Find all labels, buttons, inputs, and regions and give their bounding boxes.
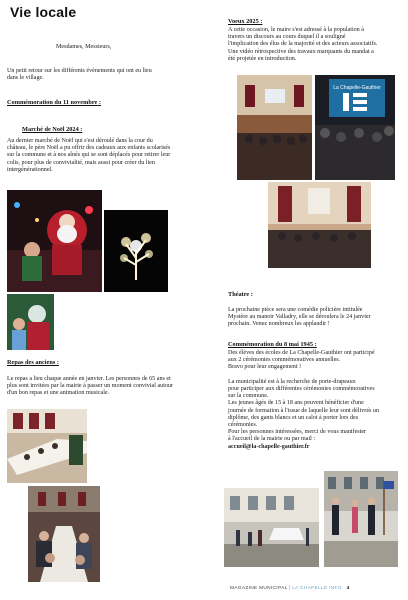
christmas-market-paragraph [7,138,202,174]
may-line: diplôme, des gants blancs et un calot à porter lors des [228,414,359,421]
theatre-paragraph [228,307,398,329]
video-screen-photo [315,75,395,180]
santa-photo [7,190,102,292]
contact-email-link[interactable]: accueil@la-chapelle-gauthier.fr [228,443,310,450]
may-line: La municipalité est à la recherche de porte-drapeaux [228,378,356,385]
screen-logo-text: La Chapelle-Gauthier [333,85,381,91]
christmas-market-heading: Marché de Noël 2024 : [22,126,83,133]
may-line: Des élèves des écoles de La Chapelle-Gauthier ont participé [228,350,375,356]
may-line-spacer [228,372,398,379]
new-year-wishes-paragraph [228,27,398,63]
may-line: à l'accueil de la mairie ou par mail : [228,436,316,443]
children-santa-photo [7,294,54,350]
illuminated-tree-photo [104,210,168,292]
wishes-line: été projetée en introduction. [228,55,297,62]
commemoration-may-heading: Commémoration du 8 mai 1945 : [228,341,317,348]
may-line: Les jeunes âgés de 15 à 18 ans peuvent bénéficier d'une [228,400,364,407]
wishes-line: A cette occasion, le maire s'est adressé à la population à [228,27,364,33]
issue-name: LA CHAPELLE INFO [292,586,342,591]
may-line: Pour les personnes intéressées, merci de vous manifester [228,429,367,436]
elders-line: Le repas a lieu chaque année en janvier. Les personnes de 65 ans et [7,376,171,382]
intro-paragraph [7,68,202,82]
flag-bearers-photo [324,471,398,567]
town-hall-audience-photo [237,75,312,180]
may-line: pour participer aux différentes cérémonies commémoratives [228,386,375,392]
elders-line: d'un bon repas et une animation musicale. [7,390,110,397]
may-line: sur la commune. [228,393,269,400]
ceremony-courtyard-photo [224,488,319,567]
may-line: Bravo pour leur engagement ! [228,364,302,371]
theatre-heading: Théatre : [228,291,253,298]
may-line: journée de formation à l'issue de laquelle leur sont délivrés un [228,407,380,414]
wishes-line: Une vidéo rétrospective des travaux marquants du mandat a [228,48,374,55]
theatre-line: prochain. Venez nombreux les applaudir ! [228,321,330,328]
elders-meal-paragraph [7,376,202,398]
page-number: 4 [346,586,350,591]
elders-meal-heading: Repas des anciens : [7,359,59,366]
theatre-line: La prochaine pièce sera une comédie policière intitulée [228,307,363,313]
intro-line: Un petit retour sur les différents évènements qui ont eu lieu [7,68,152,74]
magazine-name: MAGAZINE MUNICIPAL [230,586,288,591]
wishes-line: travers un discours au cours duquel il a souligné [228,34,346,41]
council-stage-photo [268,182,371,268]
wishes-line: l'implication des élus de la majorité et des acteurs associatifs. [228,41,378,48]
greeting: Mesdames, Messieurs, [56,44,112,50]
christmas-line: colis, pour plus de convivialité, mais aussi pour créer du lien [7,159,155,166]
page-footer: MAGAZINE MUNICIPAL | LA CHAPELLE INFO 4 [230,586,350,591]
may-line: cérémonies. [228,422,258,429]
elders-line: plus sont invitées par la mairie à passer un moment convivial autour [7,383,174,390]
christmas-line: château, le père Noël a pu offrir des cadeaux aux enfants scolarisés [7,145,171,152]
commemoration-november-heading: Commémoration du 11 novembre : [7,99,101,106]
christmas-line: intergénérationnel. [7,166,53,173]
guests-at-table-photo [28,486,100,582]
theatre-line: Mystère au manoir Valladry, elle se déroulera le 24 janvier [228,314,371,321]
page-title: Vie locale [10,4,77,20]
christmas-line: Au dernier marché de Noël qui s'est déroulé dans la cour du [7,138,153,144]
banquet-hall-photo [7,409,87,483]
christmas-line: sur la commune et à nos aînés qui se sont déplacés pour retirer leur [7,152,171,159]
intro-line: dans le village. [7,75,44,82]
new-year-wishes-heading: Voeux 2025 : [228,18,263,25]
may-line: aux 2 cérémonies commémoratives annuelles. [228,357,341,364]
commemoration-may-paragraph [228,350,398,451]
